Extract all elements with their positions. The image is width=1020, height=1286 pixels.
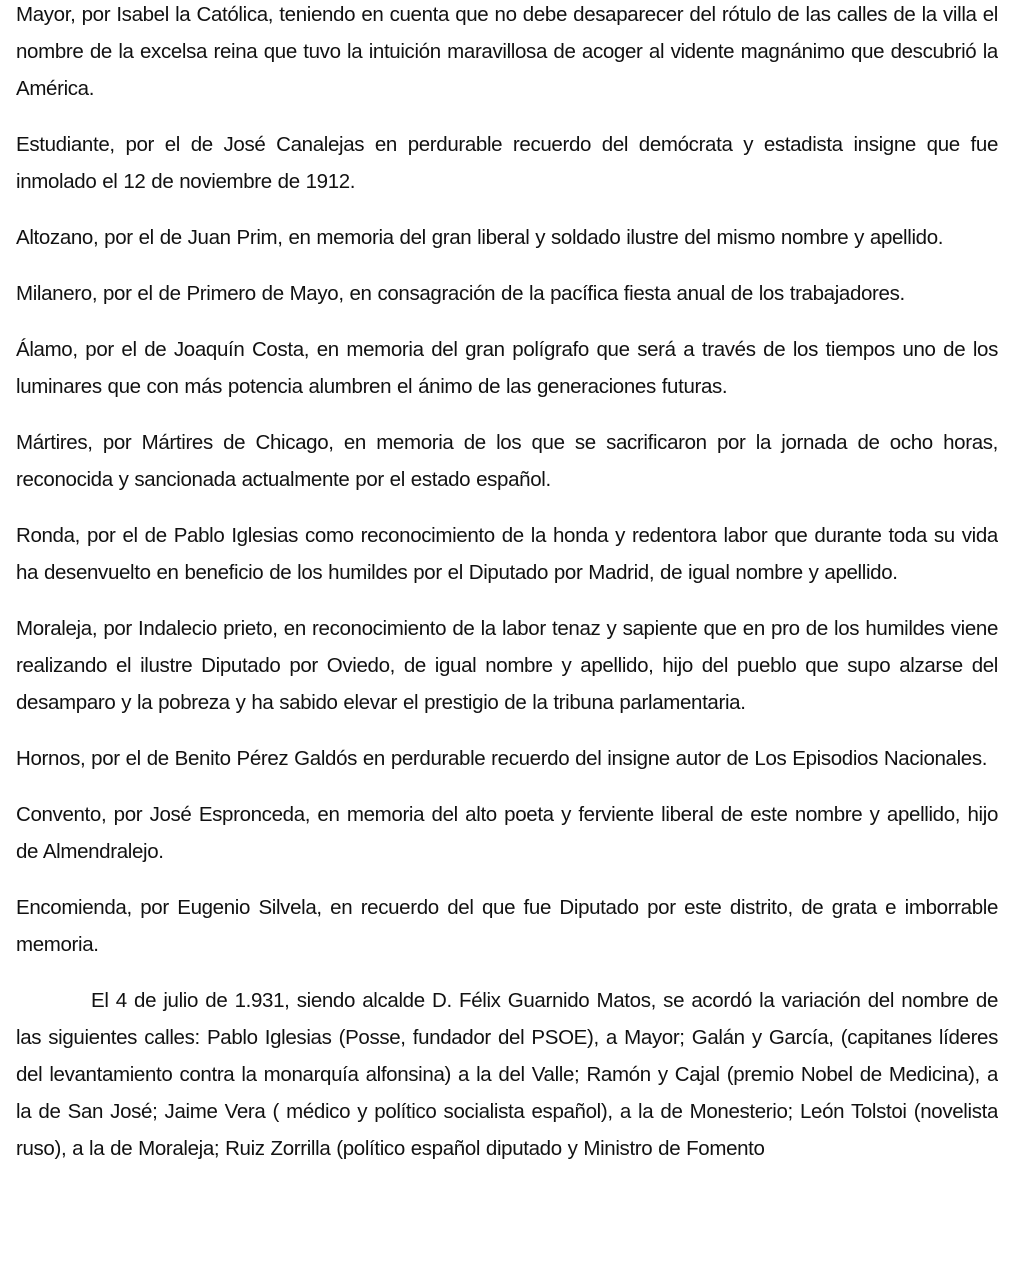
- paragraph-calle-ronda: Ronda, por el de Pablo Iglesias como reconocimiento de la honda y redentora labor que durante toda su vida ha desenvuelto en beneficio de los humildes por el Diputado por Madrid, de igual nombre y apellido.: [16, 524, 998, 584]
- paragraph-calle-encomienda: Encomienda, por Eugenio Silvela, en recuerdo del que fue Diputado por este distrito, de grata e imborrable memoria.: [16, 896, 998, 956]
- paragraph-calle-alamo: Álamo, por el de Joaquín Costa, en memoria del gran polígrafo que será a través de los tiempos uno de los luminares que con más potencia alumbren el ánimo de las generaciones futuras.: [16, 338, 998, 398]
- paragraph-calle-hornos: Hornos, por el de Benito Pérez Galdós en perdurable recuerdo del insigne autor de Los Episodios Nacionales.: [16, 747, 988, 770]
- paragraph-calle-estudiante: Estudiante, por el de José Canalejas en perdurable recuerdo del demócrata y estadista insigne que fue inmolado el 12 de noviembre de 1912.: [16, 133, 998, 193]
- paragraph-calle-milanero: Milanero, por el de Primero de Mayo, en consagración de la pacífica fiesta anual de los trabajadores.: [16, 282, 905, 305]
- paragraph-calle-martires: Mártires, por Mártires de Chicago, en memoria de los que se sacrificaron por la jornada de ocho horas, reconocida y sancionada actualmente por el estado español.: [16, 431, 998, 491]
- paragraph-acuerdo-1931: El 4 de julio de 1.931, siendo alcalde D. Félix Guarnido Matos, se acordó la variación del nombre de las siguientes calles: Pablo Iglesias (Posse, fundador del PSOE), a Mayor; Galán y García, (capitanes líderes del levantamiento contra la monarquía alfonsina) a la del Valle; Ramón y Cajal (premio Nobel de Medicina), a la de San José; Jaime Vera ( médico y político socialista español), a la de Monesterio; León Tolstoi (novelista ruso), a la de Moraleja; Ruiz Zorrilla (político español diputado y Ministro de Fomento: [16, 989, 998, 1160]
- paragraph-calle-convento: Convento, por José Espronceda, en memoria del alto poeta y ferviente liberal de este nombre y apellido, hijo de Almendralejo.: [16, 803, 998, 863]
- paragraph-calle-moraleja: Moraleja, por Indalecio prieto, en reconocimiento de la labor tenaz y sapiente que en pro de los humildes viene realizando el ilustre Diputado por Oviedo, de igual nombre y apellido, hijo del pueblo que supo alzarse del desamparo y la pobreza y ha sabido elevar el prestigio de la tribuna parlamentaria.: [16, 617, 998, 714]
- paragraph-calle-altozano: Altozano, por el de Juan Prim, en memoria del gran liberal y soldado ilustre del mismo nombre y apellido.: [16, 226, 944, 249]
- paragraph-calle-mayor: Mayor, por Isabel la Católica, teniendo en cuenta que no debe desaparecer del rótulo de las calles de la villa el nombre de la excelsa reina que tuvo la intuición maravillosa de acoger al vidente magnánimo que descubrió la América.: [16, 3, 998, 100]
- document-page: [16, 0, 998, 1286]
